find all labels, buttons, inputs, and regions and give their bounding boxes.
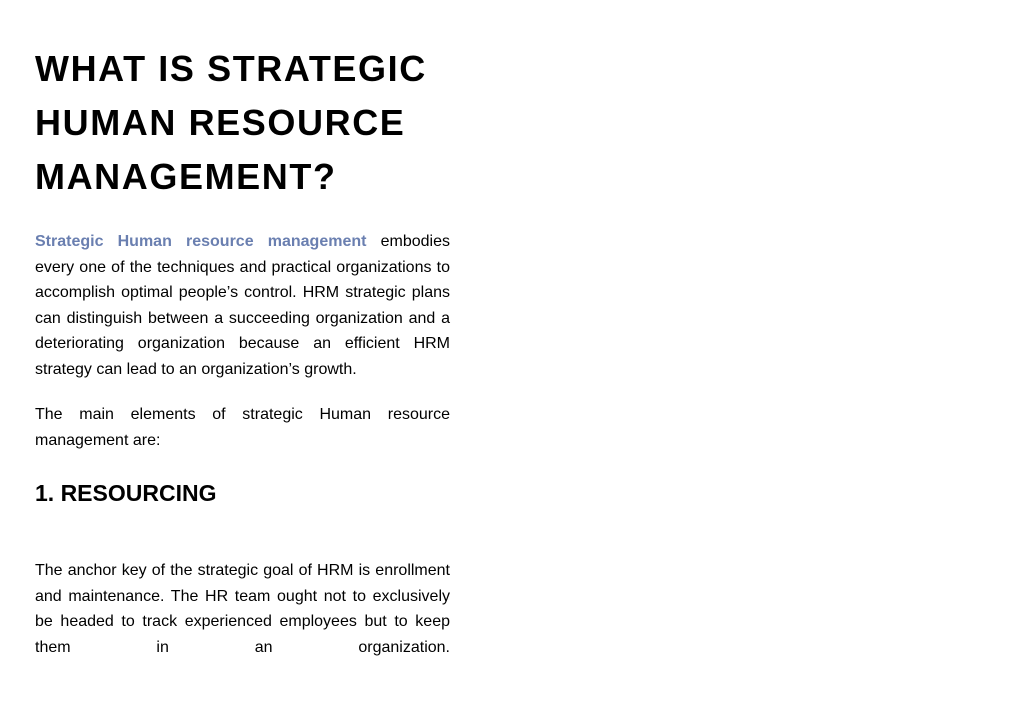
article-column: [35, 0, 450, 660]
section-heading-resourcing: 1. RESOURCING: [35, 480, 217, 506]
page-title: WHAT IS STRATEGIC HUMAN RESOURCE MANAGEMENT?: [35, 48, 427, 197]
elements-intro-paragraph: The main elements of strategic Human resource management are:: [35, 406, 450, 449]
intro-paragraph: [35, 229, 450, 382]
resourcing-paragraph: The anchor key of the strategic goal of HRM is enrollment and maintenance. The HR team ought not to exclusively be headed to track experienced employees but to keep them in an organization.: [35, 562, 450, 656]
strategic-hrm-link[interactable]: Strategic Human resource management: [35, 233, 367, 250]
intro-text: embodies every one of the techniques and practical organizations to accomplish optimal people’s control. HRM strategic plans can distinguish between a succeeding organization and a deteriorating organization because an efficient HRM strategy can lead to an organization’s growth.: [35, 233, 450, 378]
